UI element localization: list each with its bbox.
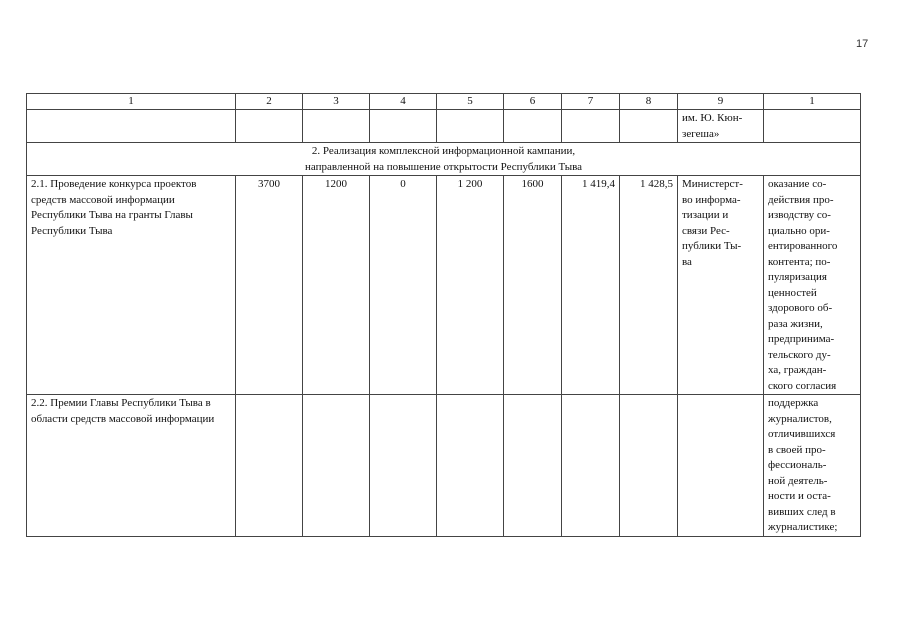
col-header-4: 4 xyxy=(370,94,437,110)
column-number-row xyxy=(27,94,861,110)
cell-empty xyxy=(764,110,861,143)
executor-cell: Министерст- во информа- тизации и связи Рес- публики Ты- ва xyxy=(678,176,764,395)
page-number: 17 xyxy=(856,38,869,50)
value-col-6 xyxy=(504,395,562,537)
activity-title: 2.1. Проведение конкурса проектов средств массовой информации Республики Тыва на гранты Главы Республики Тыва xyxy=(27,176,236,395)
cell-empty xyxy=(27,110,236,143)
executor-cell xyxy=(678,395,764,537)
value-col-4 xyxy=(370,395,437,537)
value-col-7: 1 419,4 xyxy=(562,176,620,395)
program-table xyxy=(26,93,861,537)
table-row xyxy=(27,176,861,395)
activity-title: 2.2. Премии Главы Республики Тыва в области средств массовой информации xyxy=(27,395,236,537)
value-col-8: 1 428,5 xyxy=(620,176,678,395)
value-col-8 xyxy=(620,395,678,537)
value-col-6: 1600 xyxy=(504,176,562,395)
continuation-executor: им. Ю. Кюн- зегеша» xyxy=(678,110,764,143)
cell-empty xyxy=(620,110,678,143)
col-header-10: 1 xyxy=(764,94,861,110)
col-header-7: 7 xyxy=(562,94,620,110)
col-header-2: 2 xyxy=(236,94,303,110)
col-header-8: 8 xyxy=(620,94,678,110)
col-header-9: 9 xyxy=(678,94,764,110)
continuation-row xyxy=(27,110,861,143)
table-row xyxy=(27,395,861,537)
value-col-2: 3700 xyxy=(236,176,303,395)
result-cell: оказание со- действия про- изводству со- циально ори- ентированного контента; по- пуляризация ценностей здорового об- раза жизни, предпринима- тельского ду- ха, граждан- ского согласия xyxy=(764,176,861,395)
value-col-2 xyxy=(236,395,303,537)
value-col-7 xyxy=(562,395,620,537)
cell-empty xyxy=(437,110,504,143)
value-col-3: 1200 xyxy=(303,176,370,395)
cell-empty xyxy=(370,110,437,143)
cell-empty xyxy=(236,110,303,143)
col-header-3: 3 xyxy=(303,94,370,110)
col-header-1: 1 xyxy=(27,94,236,110)
value-col-3 xyxy=(303,395,370,537)
value-col-4: 0 xyxy=(370,176,437,395)
cell-empty xyxy=(303,110,370,143)
cell-empty xyxy=(504,110,562,143)
value-col-5 xyxy=(437,395,504,537)
col-header-6: 6 xyxy=(504,94,562,110)
col-header-5: 5 xyxy=(437,94,504,110)
value-col-5: 1 200 xyxy=(437,176,504,395)
result-cell: поддержка журналистов, отличившихся в своей про- фессиональ- ной деятель- ности и оста- вивших след в журналистике; xyxy=(764,395,861,537)
section-title: 2. Реализация комплексной информационной кампании, направленной на повышение открытости Республики Тыва xyxy=(27,143,861,176)
section-row xyxy=(27,143,861,176)
cell-empty xyxy=(562,110,620,143)
